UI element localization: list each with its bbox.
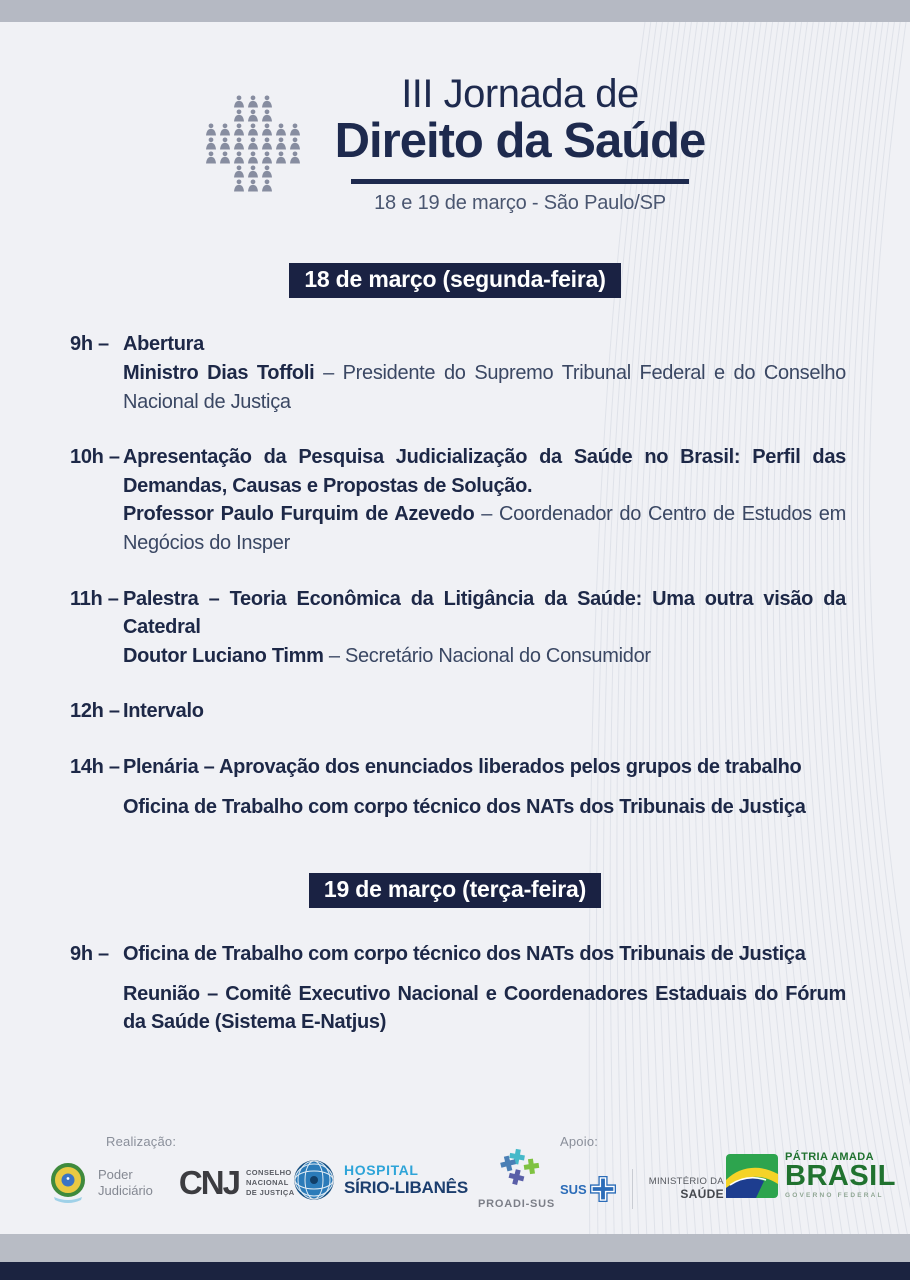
event-title: Apresentação da Pesquisa Judicialização da Saúde no Brasil: Perfil das Demandas, Causas e Propostas de Solução. — [123, 446, 846, 497]
bottom-gray-band — [0, 1234, 910, 1262]
event-date-location: 18 e 19 de março - São Paulo/SP — [374, 192, 666, 215]
speaker-role: – Secretário Nacional do Consumidor — [323, 644, 651, 667]
bottom-navy-band — [0, 1262, 910, 1280]
speaker-name: Ministro Dias Toffoli — [123, 362, 315, 385]
hospital-sirio-libanes-globe-icon — [293, 1159, 335, 1201]
ministerio-line1: MINISTÉRIO DA — [648, 1175, 724, 1187]
event-speaker — [123, 500, 846, 557]
governo-federal-group — [726, 1152, 896, 1199]
poder-label-line2: Judiciário — [98, 1183, 153, 1198]
brasil-flag-icon — [726, 1154, 778, 1198]
event-time: 14h – — [70, 755, 120, 778]
ministerio-line2: SAÚDE — [680, 1186, 724, 1201]
sirio-libanes-word: SÍRIO-LIBANÊS — [344, 1178, 468, 1197]
footer-logos — [0, 1126, 910, 1226]
cnj-caption-line2: NACIONAL — [245, 1177, 289, 1187]
proadi-sus-label: PROADI-SUS — [478, 1198, 556, 1210]
speaker-name: Doutor Luciano Timm — [123, 644, 324, 667]
sus-cross-icon — [590, 1176, 616, 1202]
event-extra-line: Oficina de Trabalho com corpo técnico dos NATs dos Tribunais de Justiça — [123, 795, 806, 818]
day1-banner — [0, 263, 910, 298]
speaker-name: Professor Paulo Furquim de Azevedo — [123, 503, 475, 526]
event-title: Intervalo — [123, 700, 204, 723]
people-cross-icon — [205, 95, 301, 193]
event-speaker — [123, 642, 846, 671]
event-title: Palestra – Teoria Econômica da Litigância da Saúde: Uma outra visão da Catedral — [123, 587, 846, 639]
event-11h-palestra — [70, 585, 846, 671]
title-underline — [351, 179, 689, 184]
ministerio-saude-label — [649, 1177, 724, 1202]
day2-schedule — [70, 940, 846, 1037]
event-title-line2: Direito da Saúde — [334, 114, 706, 168]
apoio-group — [560, 1134, 724, 1209]
cnj-caption-line1: CONSELHO — [245, 1167, 292, 1177]
speaker-role: – Presidente do Supremo Tribunal Federal e do Conselho Nacional de Justiça — [123, 362, 846, 413]
top-gray-band — [0, 0, 910, 22]
event-title: Oficina de Trabalho com corpo técnico dos NATs dos Tribunais de Justiça — [123, 943, 806, 966]
day2-banner — [0, 873, 910, 908]
header — [0, 0, 910, 215]
realizacao-label: Realização: — [106, 1134, 177, 1149]
event-9h-abertura — [70, 330, 846, 416]
event-9h-oficina — [70, 940, 846, 1037]
event-time: 12h – — [70, 700, 120, 723]
cnj-caption-line3: DE JUSTIÇA — [245, 1188, 295, 1198]
hospital-sirio-libanes-group — [293, 1159, 468, 1201]
day1-banner-label: 18 de março (segunda-feira) — [289, 263, 620, 298]
brasil-line: BRASIL — [785, 1160, 896, 1192]
proadi-sus-crosses-icon — [489, 1146, 545, 1190]
governo-federal-line: GOVERNO FEDERAL — [785, 1191, 884, 1199]
event-title: Plenária – Aprovação dos enunciados liberados pelos grupos de trabalho — [123, 755, 802, 778]
event-time: 9h – — [70, 943, 109, 966]
event-title: Abertura — [123, 333, 204, 356]
realizacao-group — [48, 1134, 295, 1205]
poder-judiciario-coat-of-arms-icon — [48, 1161, 88, 1205]
title-block — [335, 72, 706, 215]
event-title-line1: III Jornada de — [401, 72, 639, 116]
event-time: 10h – — [70, 446, 120, 469]
cnj-logo: CNJ — [178, 1164, 239, 1201]
day1-schedule — [70, 330, 846, 821]
poder-label-line1: Poder — [98, 1166, 133, 1182]
event-extra-line: Reunião – Comitê Executivo Nacional e Coordenadores Estaduais do Fórum da Saúde (Sistema E-Natjus) — [123, 982, 846, 1034]
event-time: 9h – — [70, 333, 109, 356]
sus-word: SUS — [560, 1181, 587, 1197]
event-speaker — [123, 359, 846, 416]
poder-judiciario-label — [98, 1167, 153, 1200]
patria-amada-line: PÁTRIA AMADA — [785, 1151, 874, 1163]
event-10h-apresentacao — [70, 443, 846, 557]
event-14h-plenaria — [70, 753, 846, 821]
hospital-sirio-libanes-label — [344, 1162, 468, 1198]
day2-banner-label: 19 de março (terça-feira) — [309, 873, 601, 908]
footer-divider — [632, 1169, 633, 1209]
proadi-sus-group — [478, 1146, 555, 1210]
event-time: 11h – — [70, 587, 119, 610]
cnj-caption — [246, 1168, 295, 1198]
event-12h-intervalo — [70, 697, 846, 726]
hospital-word: HOSPITAL — [344, 1162, 419, 1178]
sus-logo — [560, 1176, 616, 1202]
apoio-label: Apoio: — [560, 1134, 599, 1149]
patria-amada-brasil-label — [785, 1152, 896, 1199]
speaker-role: – Coordenador do Centro de Estudos em Negócios do Insper — [123, 503, 846, 554]
